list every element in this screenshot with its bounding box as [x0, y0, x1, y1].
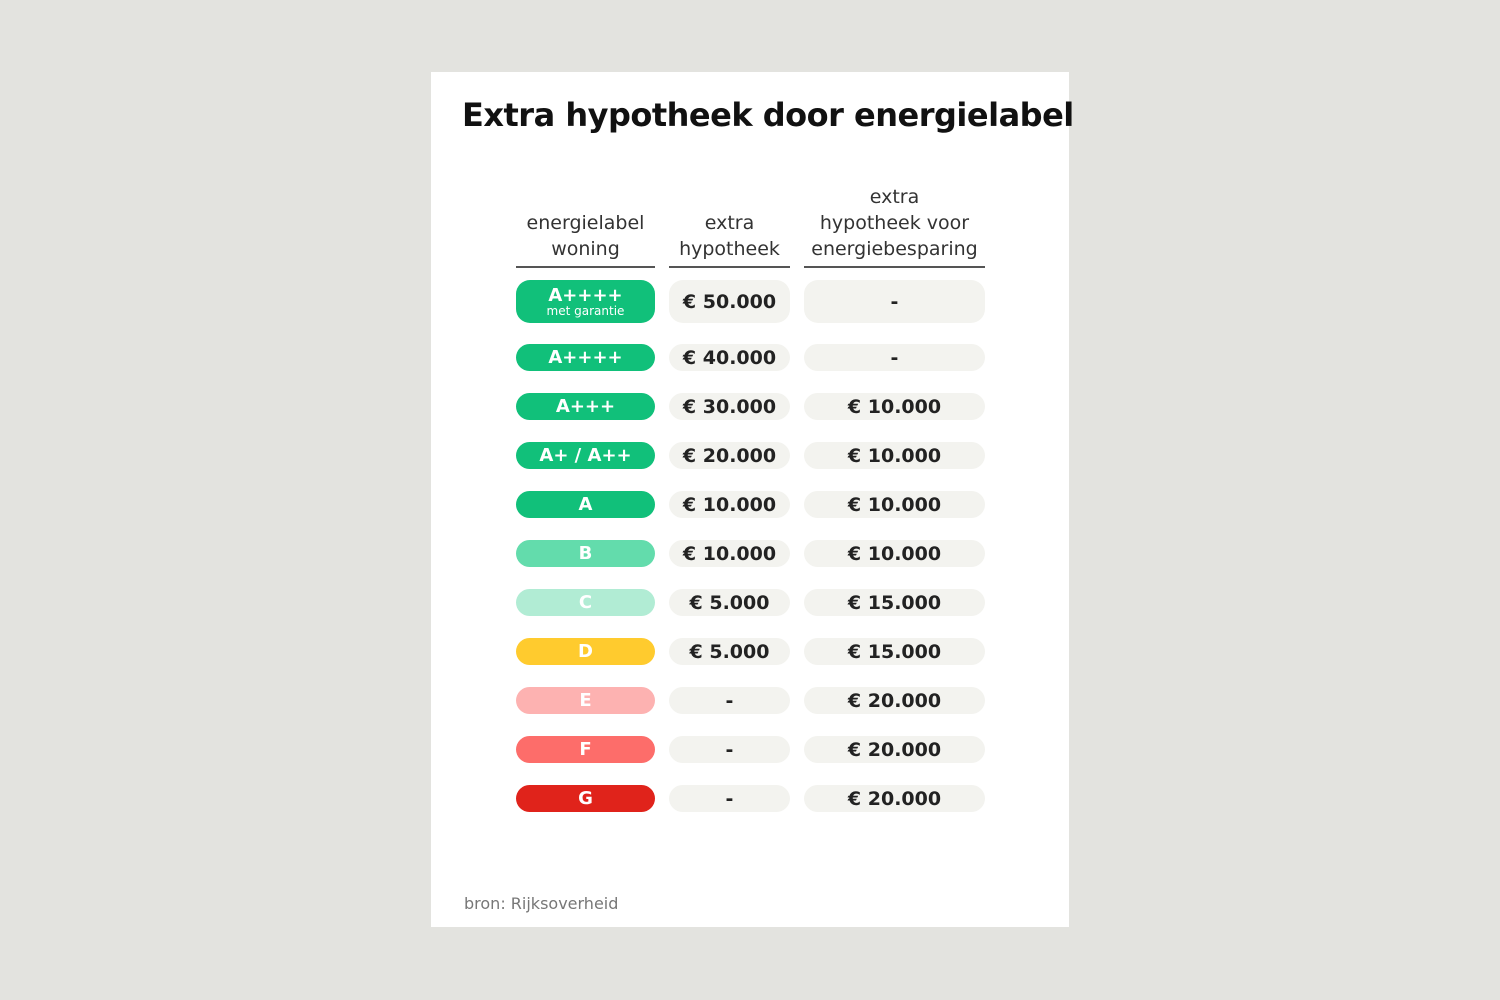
energiebesparing-value: € 20.000	[804, 736, 985, 763]
energiebesparing-value: € 15.000	[804, 589, 985, 616]
energy-label-text: A++++	[548, 285, 623, 306]
column-header-extra-hypotheek	[669, 182, 790, 268]
energy-label-text: A	[578, 493, 593, 515]
extra-hypotheek-value: -	[669, 785, 790, 812]
energy-label-text: B	[578, 542, 593, 564]
infographic-card	[431, 72, 1074, 927]
energiebesparing-value: € 10.000	[804, 393, 985, 420]
energy-label-badge	[516, 687, 655, 714]
energiebesparing-value: -	[804, 280, 985, 323]
extra-hypotheek-value: -	[669, 687, 790, 714]
extra-hypotheek-value: € 50.000	[669, 280, 790, 323]
table-row	[431, 393, 1069, 420]
table-row	[431, 442, 1069, 469]
column-header-line: extra	[869, 186, 920, 208]
extra-hypotheek-value: € 30.000	[669, 393, 790, 420]
energy-label-text: A+++	[555, 395, 616, 417]
extra-hypotheek-value: € 40.000	[669, 344, 790, 371]
energy-label-text: A+ / A++	[539, 444, 632, 466]
extra-hypotheek-value: € 5.000	[669, 589, 790, 616]
table-row	[431, 785, 1069, 812]
extra-hypotheek-value: -	[669, 736, 790, 763]
energy-label-badge	[516, 736, 655, 763]
column-header-energiebesparing	[804, 182, 985, 268]
energy-label-text: C	[578, 591, 593, 613]
column-header-line: energiebesparing	[811, 238, 978, 260]
energiebesparing-value: € 10.000	[804, 491, 985, 518]
extra-hypotheek-value: € 10.000	[669, 491, 790, 518]
table-row	[431, 736, 1069, 763]
energy-label-badge	[516, 638, 655, 665]
extra-hypotheek-value: € 10.000	[669, 540, 790, 567]
column-header-line: woning	[551, 238, 620, 260]
energy-label-badge	[516, 280, 655, 323]
column-header-line: hypotheek voor	[819, 212, 970, 234]
energiebesparing-value: € 10.000	[804, 540, 985, 567]
column-header-energielabel	[516, 182, 655, 268]
table-row	[431, 280, 1069, 323]
energiebesparing-value: € 20.000	[804, 687, 985, 714]
energiebesparing-value: € 20.000	[804, 785, 985, 812]
energiebesparing-value: € 15.000	[804, 638, 985, 665]
table-row	[431, 687, 1069, 714]
source-note: bron: Rijksoverheid	[464, 894, 619, 913]
table-row	[431, 344, 1069, 371]
energy-label-badge	[516, 540, 655, 567]
energy-label-badge	[516, 442, 655, 469]
energy-label-badge	[516, 491, 655, 518]
energiebesparing-value: -	[804, 344, 985, 371]
energy-label-text: G	[578, 787, 593, 809]
energy-label-text: A++++	[548, 346, 623, 368]
chart-title: Extra hypotheek door energielabel	[462, 96, 1074, 134]
table-row	[431, 589, 1069, 616]
energy-label-text: E	[579, 689, 592, 711]
energy-label-badge	[516, 589, 655, 616]
column-header-line: energielabel	[526, 212, 645, 234]
table-row	[431, 491, 1069, 518]
extra-hypotheek-value: € 20.000	[669, 442, 790, 469]
energy-label-badge	[516, 393, 655, 420]
energy-label-badge	[516, 344, 655, 371]
energy-label-text: F	[579, 738, 592, 760]
energy-label-text: D	[578, 640, 593, 662]
energiebesparing-value: € 10.000	[804, 442, 985, 469]
energy-label-subtext: met garantie	[546, 304, 625, 318]
energy-label-badge	[516, 785, 655, 812]
table-row	[431, 638, 1069, 665]
extra-hypotheek-value: € 5.000	[669, 638, 790, 665]
column-header-line: extra	[704, 212, 755, 234]
table-row	[431, 540, 1069, 567]
column-header-line: hypotheek	[679, 238, 780, 260]
